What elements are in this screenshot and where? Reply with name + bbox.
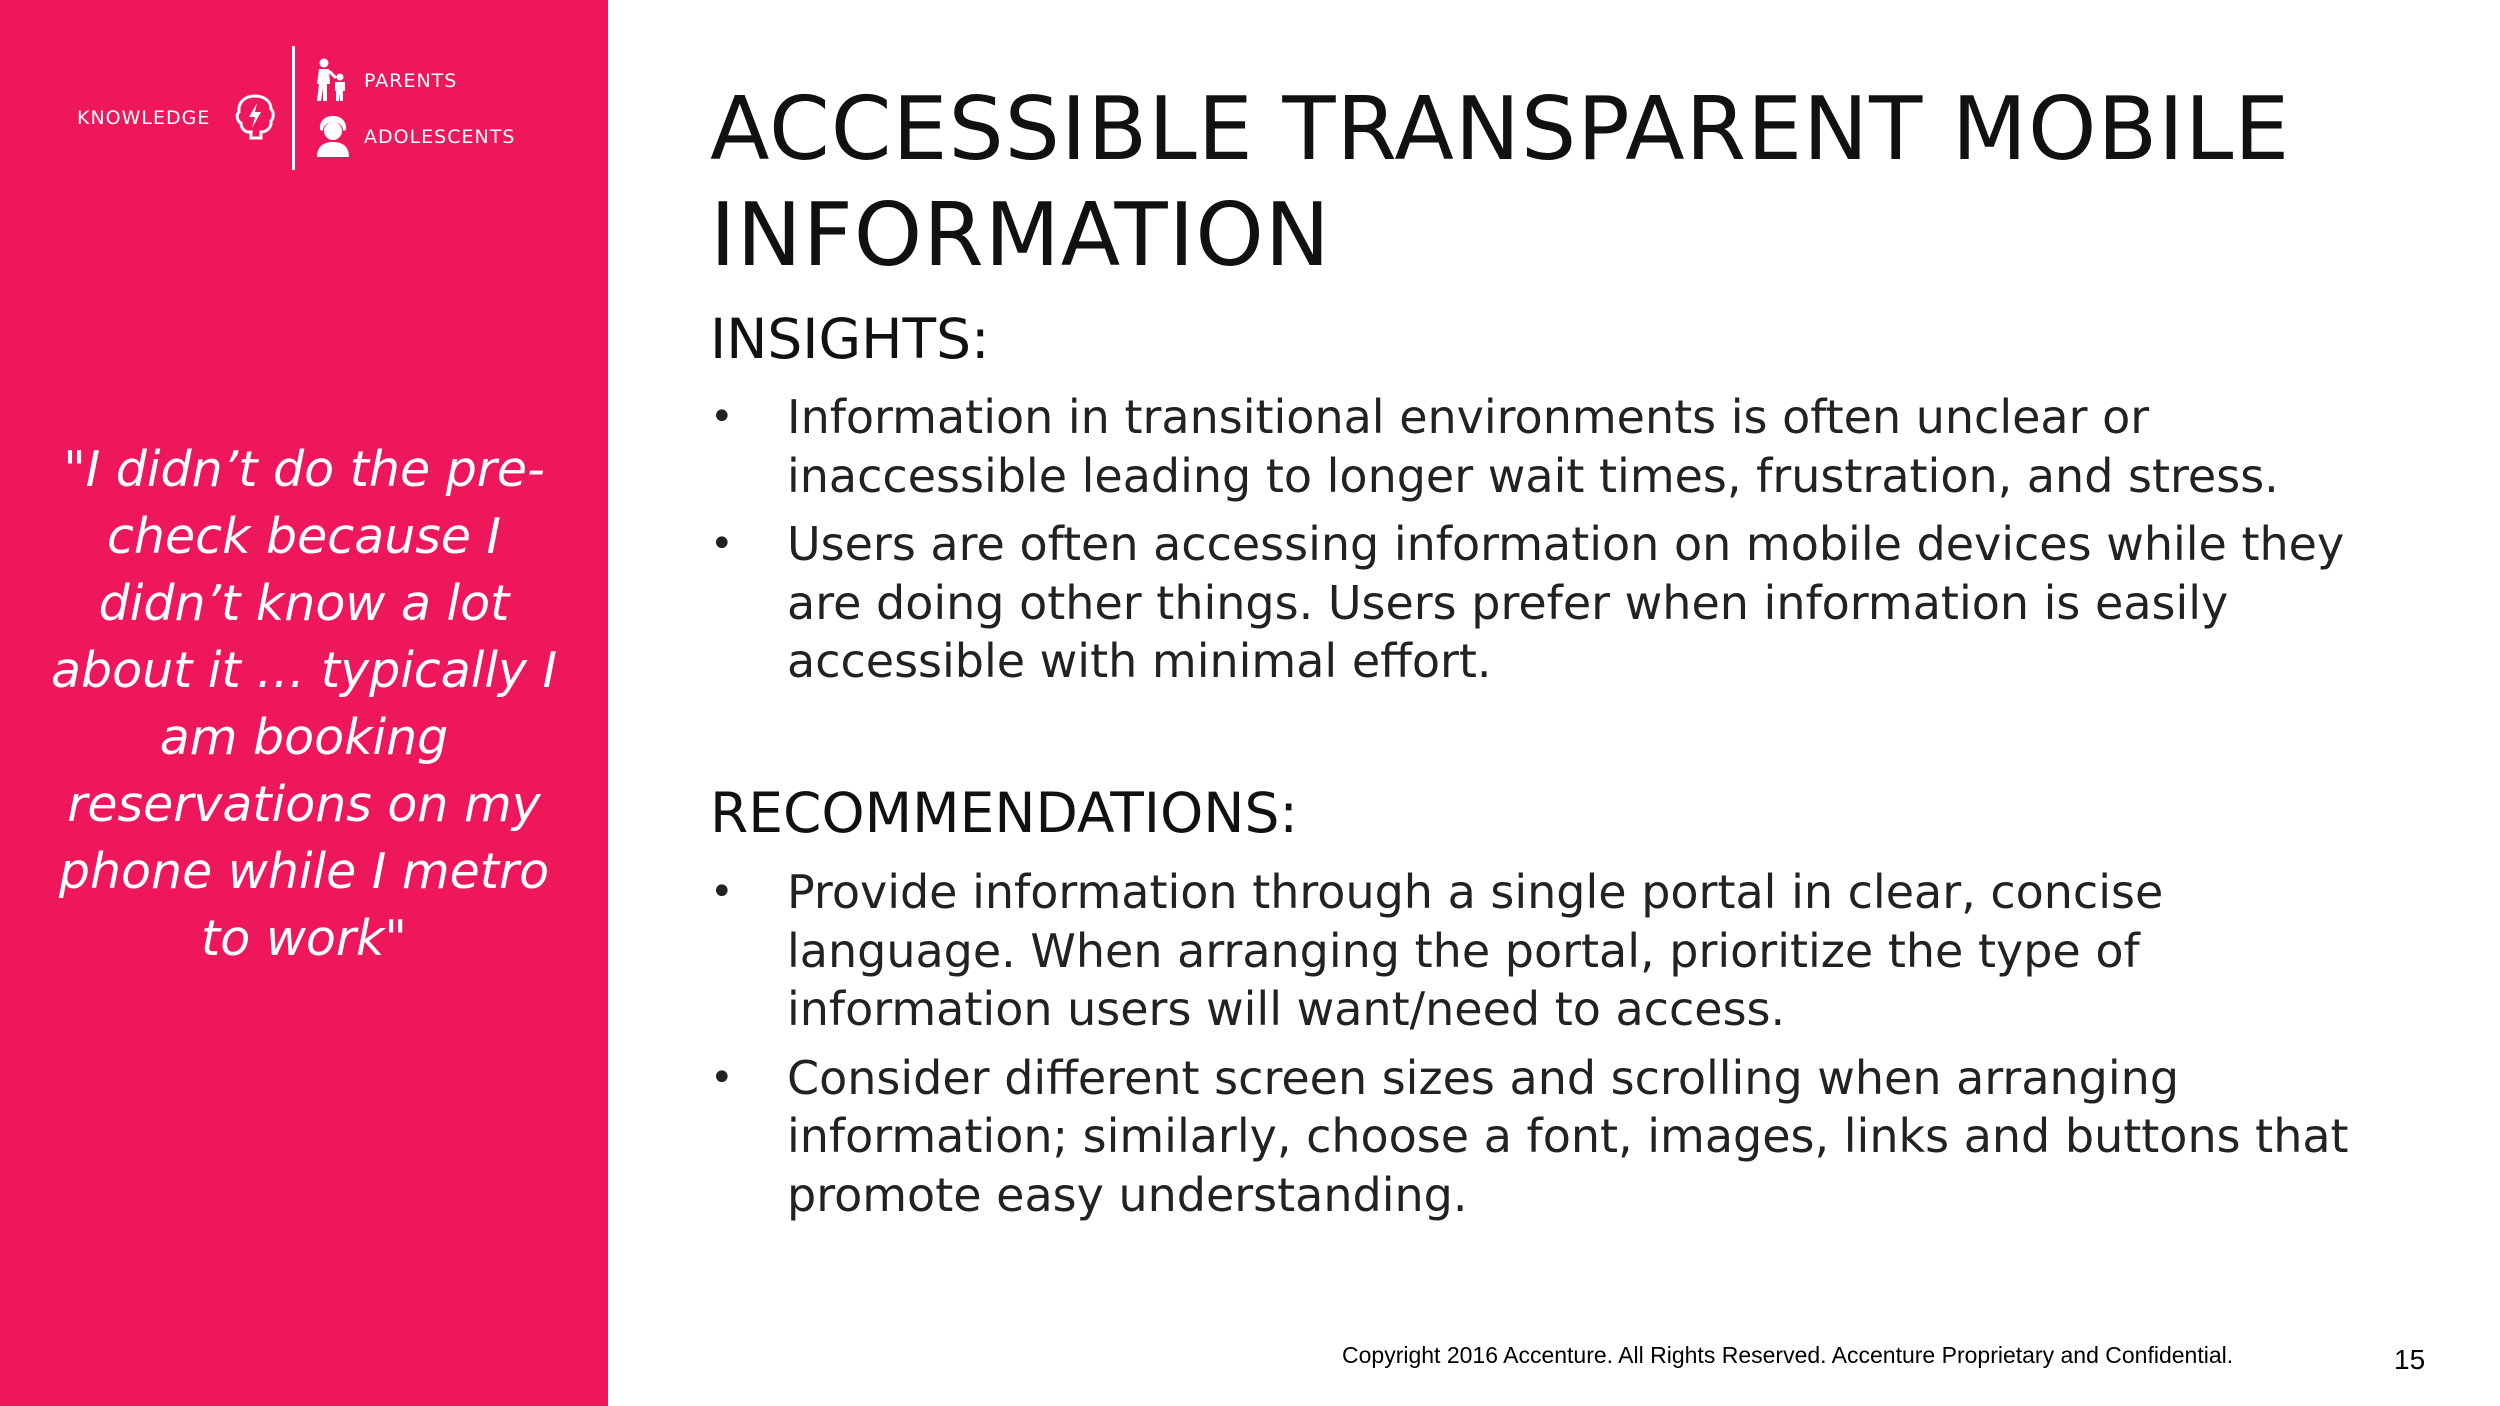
bullet-line: are doing other things. Users prefer when information is easily [787,575,2229,630]
pull-quote [20,436,588,972]
bullet-line: Provide information through a single portal in clear, concise [787,865,2164,919]
bullet-line: Information in transitional environments is often unclear or [787,390,2150,444]
quote-line: phone while I metro [58,843,550,900]
bullet-line: promote easy understanding. [787,1167,1468,1222]
slide-title [710,76,2450,288]
insight-item [710,388,2410,505]
bullet-dot: • [710,1054,734,1101]
insights-list [710,388,2410,701]
parent-child-icon [314,58,350,102]
title-line: ACCESSIBLE TRANSPARENT MOBILE [710,78,2291,180]
adolescent-icon [314,113,352,157]
legend-parents-label: PARENTS [364,70,458,92]
recommendations-list [710,863,2410,1234]
recommendation-item [710,1049,2410,1225]
legend-divider [292,46,295,170]
recommendation-item [710,863,2410,1039]
legend-knowledge-label: KNOWLEDGE [77,107,211,129]
bullet-dot: • [710,869,734,915]
bullet-line: language. When arranging the portal, prioritize the type of [787,923,2140,978]
quote-line: didn’t know a lot [98,575,510,632]
quote-line: reservations on my [67,776,541,833]
bullet-line: inaccessible leading to longer wait times, frustration, and stress. [787,448,2279,503]
insight-item [710,515,2410,691]
insights-heading: INSIGHTS: [710,307,990,371]
sidebar-panel [0,0,608,1406]
copyright-notice: Copyright 2016 Accenture. All Rights Reserved. Accenture Proprietary and Confidential. [1342,1342,2234,1368]
bullet-line: information; similarly, choose a font, images, links and buttons that [787,1109,2349,1163]
quote-line: about it … typically I [50,642,558,699]
brain-lightning-icon [234,92,276,140]
title-line: INFORMATION [710,184,1331,286]
quote-line: am booking [159,709,449,766]
bullet-line: accessible with minimal effort. [787,634,1492,688]
quote-line: "I didn’t do the pre- [63,441,545,498]
quote-line: check because I [106,508,501,565]
bullet-dot: • [710,394,734,440]
bullet-line: Users are often accessing information on mobile devices while they [787,517,2345,571]
bullet-line: Consider different screen sizes and scrolling when arranging [787,1050,2180,1105]
bullet-dot: • [710,521,734,567]
page-number: 15 [2394,1344,2426,1375]
bullet-line: information users will want/need to access. [787,982,1786,1036]
recommendations-heading: RECOMMENDATIONS: [710,781,1298,845]
quote-line: to work" [201,910,407,967]
legend-adolescents-label: ADOLESCENTS [364,126,516,148]
